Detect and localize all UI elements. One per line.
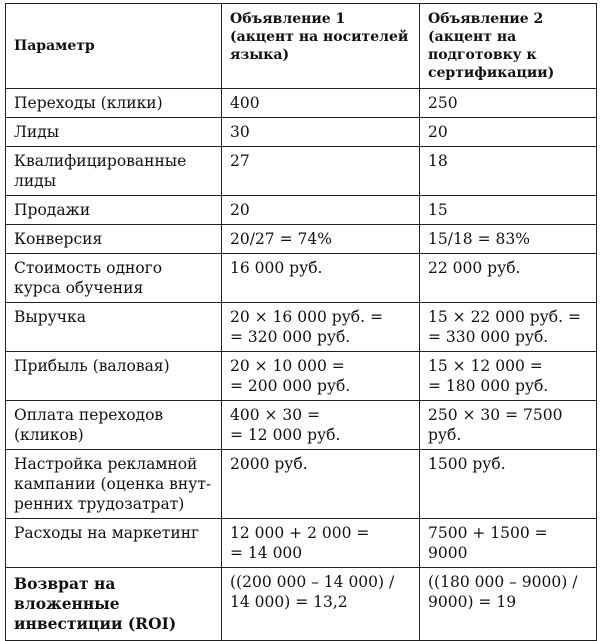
row-label: Переходы (клики) bbox=[6, 89, 222, 118]
table-row bbox=[6, 519, 597, 568]
header-ad1: Объявление 1 (акцент на носителей языка) bbox=[222, 4, 420, 89]
table-row bbox=[6, 254, 597, 303]
table-row bbox=[6, 401, 597, 450]
table-row bbox=[6, 450, 597, 519]
row-label-roi: Возврат на вложенные инвестиции (ROI) bbox=[6, 568, 222, 641]
roi-comparison-table bbox=[5, 3, 597, 641]
row-ad1-value: 20 bbox=[222, 196, 420, 225]
table-row bbox=[6, 225, 597, 254]
header-ad2: Объявление 2 (акцент на подготовку к сертификации) bbox=[420, 4, 597, 89]
row-label: Прибыль (валовая) bbox=[6, 352, 222, 401]
row-label: Выручка bbox=[6, 303, 222, 352]
row-ad2-value: 22 000 руб. bbox=[420, 254, 597, 303]
row-ad1-value: 400 × 30 = = 12 000 руб. bbox=[222, 401, 420, 450]
table-row bbox=[6, 196, 597, 225]
row-ad1-value: 20/27 = 74% bbox=[222, 225, 420, 254]
table-row bbox=[6, 303, 597, 352]
row-ad1-value: 27 bbox=[222, 147, 420, 196]
table-header-row bbox=[6, 4, 597, 89]
row-ad2-value: 15 bbox=[420, 196, 597, 225]
row-ad2-value: 250 × 30 = 7500 руб. bbox=[420, 401, 597, 450]
row-ad2-value: 7500 + 1500 = 9000 bbox=[420, 519, 597, 568]
row-label: Конверсия bbox=[6, 225, 222, 254]
row-ad2-value: 20 bbox=[420, 118, 597, 147]
header-param: Параметр bbox=[6, 4, 222, 89]
row-ad1-value: 16 000 руб. bbox=[222, 254, 420, 303]
row-ad1-value: 20 × 16 000 руб. = = 320 000 руб. bbox=[222, 303, 420, 352]
table-row bbox=[6, 118, 597, 147]
row-ad1-value: 2000 руб. bbox=[222, 450, 420, 519]
row-ad2-value: 250 bbox=[420, 89, 597, 118]
row-ad1-value: 12 000 + 2 000 = = 14 000 bbox=[222, 519, 420, 568]
row-ad2-value: 1500 руб. bbox=[420, 450, 597, 519]
row-label: Стоимость одного курса обучения bbox=[6, 254, 222, 303]
row-ad1-value: 20 × 10 000 = = 200 000 руб. bbox=[222, 352, 420, 401]
row-label: Расходы на маркетинг bbox=[6, 519, 222, 568]
row-ad1-value: 30 bbox=[222, 118, 420, 147]
table-row bbox=[6, 89, 597, 118]
row-label: Лиды bbox=[6, 118, 222, 147]
row-ad1-value: ((200 000 – 14 000) / 14 000) = 13,2 bbox=[222, 568, 420, 641]
row-ad2-value: 15/18 = 83% bbox=[420, 225, 597, 254]
row-ad1-value: 400 bbox=[222, 89, 420, 118]
table-row-roi bbox=[6, 568, 597, 641]
table-row bbox=[6, 352, 597, 401]
row-label: Настройка рекламной кампании (оценка внут- ренних трудозатрат) bbox=[6, 450, 222, 519]
table-row bbox=[6, 147, 597, 196]
row-label: Оплата переходов (кликов) bbox=[6, 401, 222, 450]
row-ad2-value: 15 × 22 000 руб. = = 330 000 руб. bbox=[420, 303, 597, 352]
row-ad2-value: ((180 000 – 9000) / 9000) = 19 bbox=[420, 568, 597, 641]
row-label: Квалифицированные лиды bbox=[6, 147, 222, 196]
row-label: Продажи bbox=[6, 196, 222, 225]
row-ad2-value: 18 bbox=[420, 147, 597, 196]
row-ad2-value: 15 × 12 000 = = 180 000 руб. bbox=[420, 352, 597, 401]
